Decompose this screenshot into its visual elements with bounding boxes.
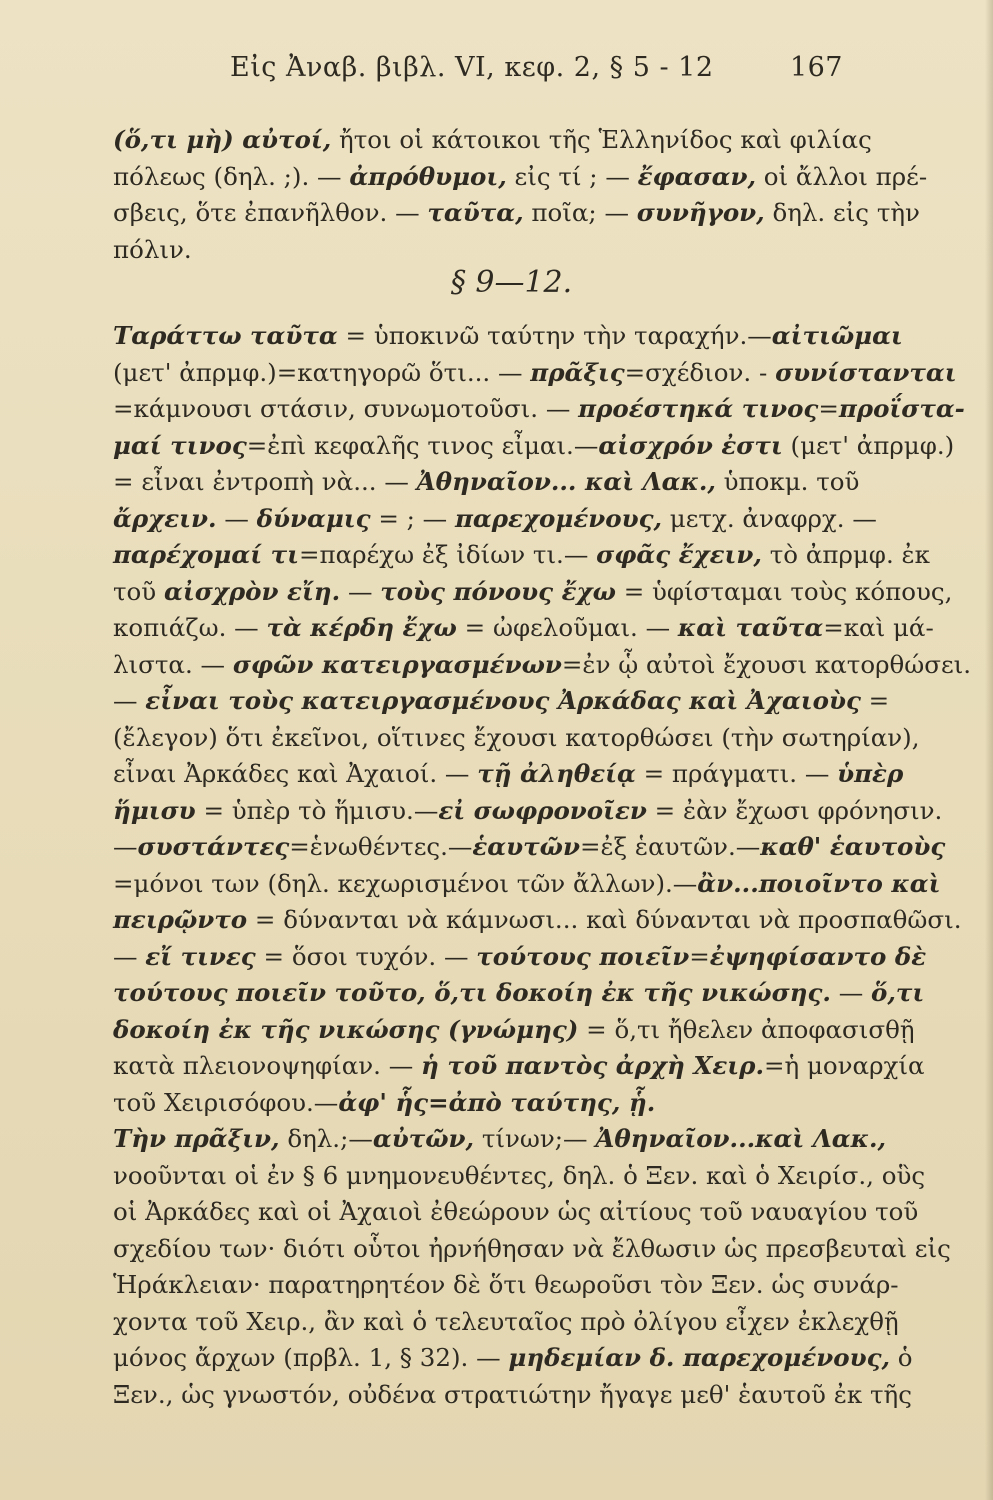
gloss-text: λιστα. — [113, 649, 233, 679]
text-line [113, 647, 972, 684]
gloss-text: = [818, 394, 839, 423]
lemma-text: ἡ τοῦ παντὸς ἀρχὴ Χειρ. [421, 1051, 764, 1080]
gloss-text: ὑποκμ. τοῦ [715, 467, 860, 496]
running-header [230, 52, 843, 83]
lemma-text: δύναμις [256, 503, 371, 533]
lemma-text: τούτους ποιεῖν [476, 941, 690, 971]
lemma-text: δοκοίη ἐκ τῆς νικώσης (γνώμης) [113, 1014, 579, 1044]
gloss-text: — [216, 503, 257, 533]
lemma-text: Ἀθηναῖον... καὶ Λακ., [416, 467, 716, 496]
gloss-text: =κάμνουσι στάσιν, συνωμοτοῦσι. — [113, 394, 579, 423]
gloss-text: πόλεως (δηλ. ;). — [113, 161, 350, 191]
text-line [113, 159, 928, 196]
gloss-text: =μόνοι των (δηλ. κεχωρισμένοι τῶν ἄλλων).— [113, 868, 698, 898]
lemma-text: πειρῷντο [113, 905, 248, 934]
lemma-text: εἴ τινες [145, 941, 256, 971]
lemma-text: συνίστανται [775, 357, 957, 387]
lemma-text: εἶναι τοὺς κατειργασμένους Ἀρκάδας καὶ Ἀχαιοὺς [145, 686, 861, 715]
lemma-text: Ἀθηναῖον...καὶ Λακ., [595, 1124, 887, 1153]
gloss-text: Ἡράκλειαν· παρατηρητέον δὲ ὅτι θεωροῦσι τὸν Ξεν. ὡς συνάρ- [113, 1270, 899, 1299]
gloss-text: δηλ. εἰς τὴν [764, 198, 920, 227]
lemma-text: ἑαυτῶν [472, 832, 580, 861]
text-line [113, 1267, 899, 1304]
gloss-text: = ὑπὲρ τὸ ἥμισυ.— [195, 795, 439, 825]
text-line [113, 574, 953, 611]
lemma-text: ἄρχειν. [113, 503, 217, 533]
text-line [113, 866, 941, 903]
text-line [113, 1194, 919, 1231]
gloss-text: τὸ ἀπρμφ. ἐκ [761, 540, 930, 569]
text-line [113, 1085, 853, 1122]
lemma-text: τῇ ἀληθείᾳ [477, 759, 636, 788]
gloss-text: μετχ. ἀναφρχ. — [662, 503, 877, 533]
lemma-text: καὶ ταῦτα [677, 613, 824, 642]
gloss-text: (ἔλεγον) ὅτι ἐκεῖνοι, οἵτινες ἔχουσι κατορθώσει (τὴν σωτηρίαν), [113, 722, 920, 752]
gloss-text: δηλ.;— [279, 1124, 373, 1153]
text-line [113, 610, 934, 647]
text-line [113, 939, 927, 976]
gloss-text: = ὅ,τι ἤθελεν ἀποφασισθῇ [578, 1014, 915, 1044]
lemma-text: ἐψηφίσαντο δὲ [709, 941, 927, 971]
gloss-text: εἶναι Ἀρκάδες καὶ Ἀχαιοί. — [113, 759, 478, 788]
lemma-text: αἰτιῶμαι [771, 321, 903, 350]
gloss-text: σβεις, ὅτε ἐπανῆλθον. — [113, 198, 428, 227]
text-line [113, 1231, 951, 1268]
gloss-text: τίνων;— [474, 1124, 596, 1153]
gloss-text: κοπιάζω. — [113, 613, 267, 642]
gloss-text: = [860, 686, 890, 715]
gloss-text: =παρέχω ἐξ ἰδίων τι.— [298, 540, 597, 569]
lemma-text: μαί τινος [113, 430, 247, 460]
text-line [113, 902, 962, 939]
gloss-text: =ἑνωθέντες.— [289, 832, 473, 861]
gloss-text: εἰς τί ; — [506, 161, 638, 191]
page-edge-shadow [985, 0, 993, 1500]
lemma-text: πρᾶξις [530, 357, 625, 387]
lemma-text: (ὅ,τι μὴ) αὐτοί, [113, 125, 332, 154]
lemma-text: μηδεμίαν δ. παρεχομένους, [508, 1343, 891, 1372]
lemma-text: ταῦτα, [427, 198, 524, 227]
gloss-text: =καὶ μά- [823, 613, 934, 642]
text-line [113, 232, 853, 269]
gloss-text: = δύνανται νὰ κάμνωσι... καὶ δύνανται νὰ προσπαθῶσι. [247, 905, 962, 934]
commentary-paragraph-2 [113, 318, 972, 1413]
text-line [113, 1121, 887, 1158]
gloss-text: =σχέδιον. - [624, 357, 776, 387]
gloss-text: (μετ' ἀπρμφ.) [782, 430, 955, 460]
gloss-text: = ὠφελοῦμαι. — [456, 613, 678, 642]
page-number: 167 [789, 52, 843, 83]
gloss-text: οἱ ἄλλοι πρέ- [756, 161, 928, 191]
lemma-text: ἂν...ποιοῖντο καὶ [697, 868, 941, 898]
gloss-text: Ξεν., ὡς γνωστόν, οὐδένα στρατιώτην ἤγαγε μεθ' ἑαυτοῦ ἐκ τῆς [113, 1379, 912, 1409]
lemma-text: συνῆγον, [636, 198, 765, 227]
gloss-text: τοῦ [113, 576, 164, 606]
header-reference: Εἰς Ἀναβ. βιβλ. VI, κεφ. 2, § 5 - 12 [230, 52, 714, 83]
gloss-text: (μετ' ἀπρμφ.)=κατηγορῶ ὅτι... — [113, 357, 531, 387]
gloss-text: = [689, 941, 710, 971]
gloss-text: ποῖα; — [523, 198, 637, 227]
lemma-text: ὑπὲρ [837, 759, 904, 788]
lemma-text: Ταράττω ταῦτα [113, 321, 338, 350]
gloss-text: =ἡ μοναρχία [763, 1051, 925, 1080]
text-line [113, 355, 957, 392]
lemma-text: ἔφασαν, [637, 161, 756, 191]
lemma-text: εἰ σωφρονοῖεν [438, 795, 647, 825]
lemma-text: τοὺς πόνους ἔχω [380, 576, 616, 606]
lemma-text: συστάντες [137, 832, 290, 861]
gloss-text: = εἶναι ἐντροπὴ νὰ... — [113, 467, 417, 496]
gloss-text: = πράγματι. — [635, 759, 838, 788]
text-line [113, 1158, 926, 1195]
text-line [113, 428, 955, 465]
lemma-text: σφᾶς ἔχειν, [596, 540, 762, 569]
gloss-text: νοοῦνται οἱ ἐν § 6 μνημονευθέντες, δηλ. ὁ Ξεν. καὶ ὁ Χειρίσ., οὓς [113, 1160, 926, 1190]
lemma-text: Τὴν πρᾶξιν, [113, 1124, 280, 1153]
text-line [113, 683, 890, 720]
text-line [113, 122, 872, 159]
lemma-text: αἰσχρὸν εἴη. [164, 576, 341, 606]
gloss-text: τοῦ Χειρισόφου.— [113, 1087, 339, 1117]
lemma-text: προέστηκά τινος [578, 394, 819, 423]
text-line [113, 756, 904, 793]
gloss-text: χοντα τοῦ Χειρ., ἂν καὶ ὁ τελευταῖος πρὸ ὀλίγου εἶχεν ἐκλεχθῇ [113, 1306, 899, 1336]
lemma-text: προΐστα- [838, 394, 965, 423]
commentary-paragraph-1 [113, 122, 928, 268]
text-line [113, 1012, 915, 1049]
gloss-text: ὁ [890, 1343, 913, 1372]
text-line [113, 1048, 925, 1085]
gloss-text: — [113, 686, 146, 715]
text-line [113, 1304, 899, 1341]
lemma-text: αἰσχρόν ἐστι [598, 430, 783, 460]
gloss-text: — [113, 832, 138, 861]
text-line [113, 720, 920, 757]
gloss-text: = ; — [370, 503, 455, 533]
lemma-text: τούτους ποιεῖν τοῦτο, ὅ,τι δοκοίη ἐκ τῆς νικώσης. [113, 978, 831, 1007]
text-line [113, 793, 943, 830]
text-line [113, 537, 930, 574]
text-line [113, 318, 903, 355]
lemma-text: ὅ,τι [871, 978, 925, 1007]
gloss-text: πόλιν. [113, 234, 192, 264]
gloss-text: — [830, 978, 872, 1007]
text-line [113, 501, 877, 538]
text-line [113, 391, 965, 428]
gloss-text: = ὑποκινῶ ταύτην τὴν ταραχήν.— [337, 321, 772, 350]
lemma-text: παρέχομαί τι [113, 540, 299, 569]
lemma-text: ἀφ' ἧς=ἀπὸ ταύτης, ᾗ. [338, 1087, 656, 1117]
text-line [113, 464, 860, 501]
gloss-text: — [340, 576, 381, 606]
lemma-text: τὰ κέρδη ἔχω [266, 613, 457, 642]
gloss-text: σχεδίου των· διότι οὗτοι ἠρνήθησαν νὰ ἔλθωσιν ὡς πρεσβευταὶ εἰς [113, 1233, 951, 1263]
section-heading: § 9—12. [450, 265, 573, 300]
lemma-text: σφῶν κατειργασμένων [232, 649, 562, 679]
lemma-text: ἀπρόθυμοι, [349, 161, 507, 191]
gloss-text: ἤτοι οἱ κάτοικοι τῆς Ἑλληνίδος καὶ φιλίας [331, 125, 872, 154]
gloss-text: = ὅσοι τυχόν. — [255, 941, 477, 971]
gloss-text: =ἐξ ἑαυτῶν.— [579, 832, 761, 861]
lemma-text: αὐτῶν, [372, 1124, 475, 1153]
text-line [113, 1377, 912, 1414]
lemma-text: ἥμισυ [113, 795, 196, 825]
lemma-text: καθ' ἑαυτοὺς [760, 832, 946, 861]
gloss-text: =ἐπὶ κεφαλῆς τινος εἶμαι.— [246, 430, 599, 460]
gloss-text: κατὰ πλειονοψηφίαν. — [113, 1051, 422, 1080]
gloss-text: = ὑφίσταμαι τοὺς κόπους, [615, 576, 953, 606]
gloss-text: =ἐν ᾧ αὐτοὶ ἔχουσι κατορθώσει. [561, 649, 972, 679]
gloss-text: οἱ Ἀρκάδες καὶ οἱ Ἀχαιοὶ ἐθεώρουν ὡς αἰτίους τοῦ ναυαγίου τοῦ [113, 1197, 919, 1226]
lemma-text: παρεχομένους, [454, 503, 663, 533]
gloss-text: = ἐὰν ἔχωσι φρόνησιν. [646, 795, 943, 825]
text-line [113, 975, 925, 1012]
text-line [113, 829, 946, 866]
text-line [113, 1340, 913, 1377]
gloss-text: — [113, 941, 146, 971]
text-line [113, 195, 920, 232]
gloss-text: μόνος ἄρχων (πρβλ. 1, § 32). — [113, 1343, 509, 1372]
